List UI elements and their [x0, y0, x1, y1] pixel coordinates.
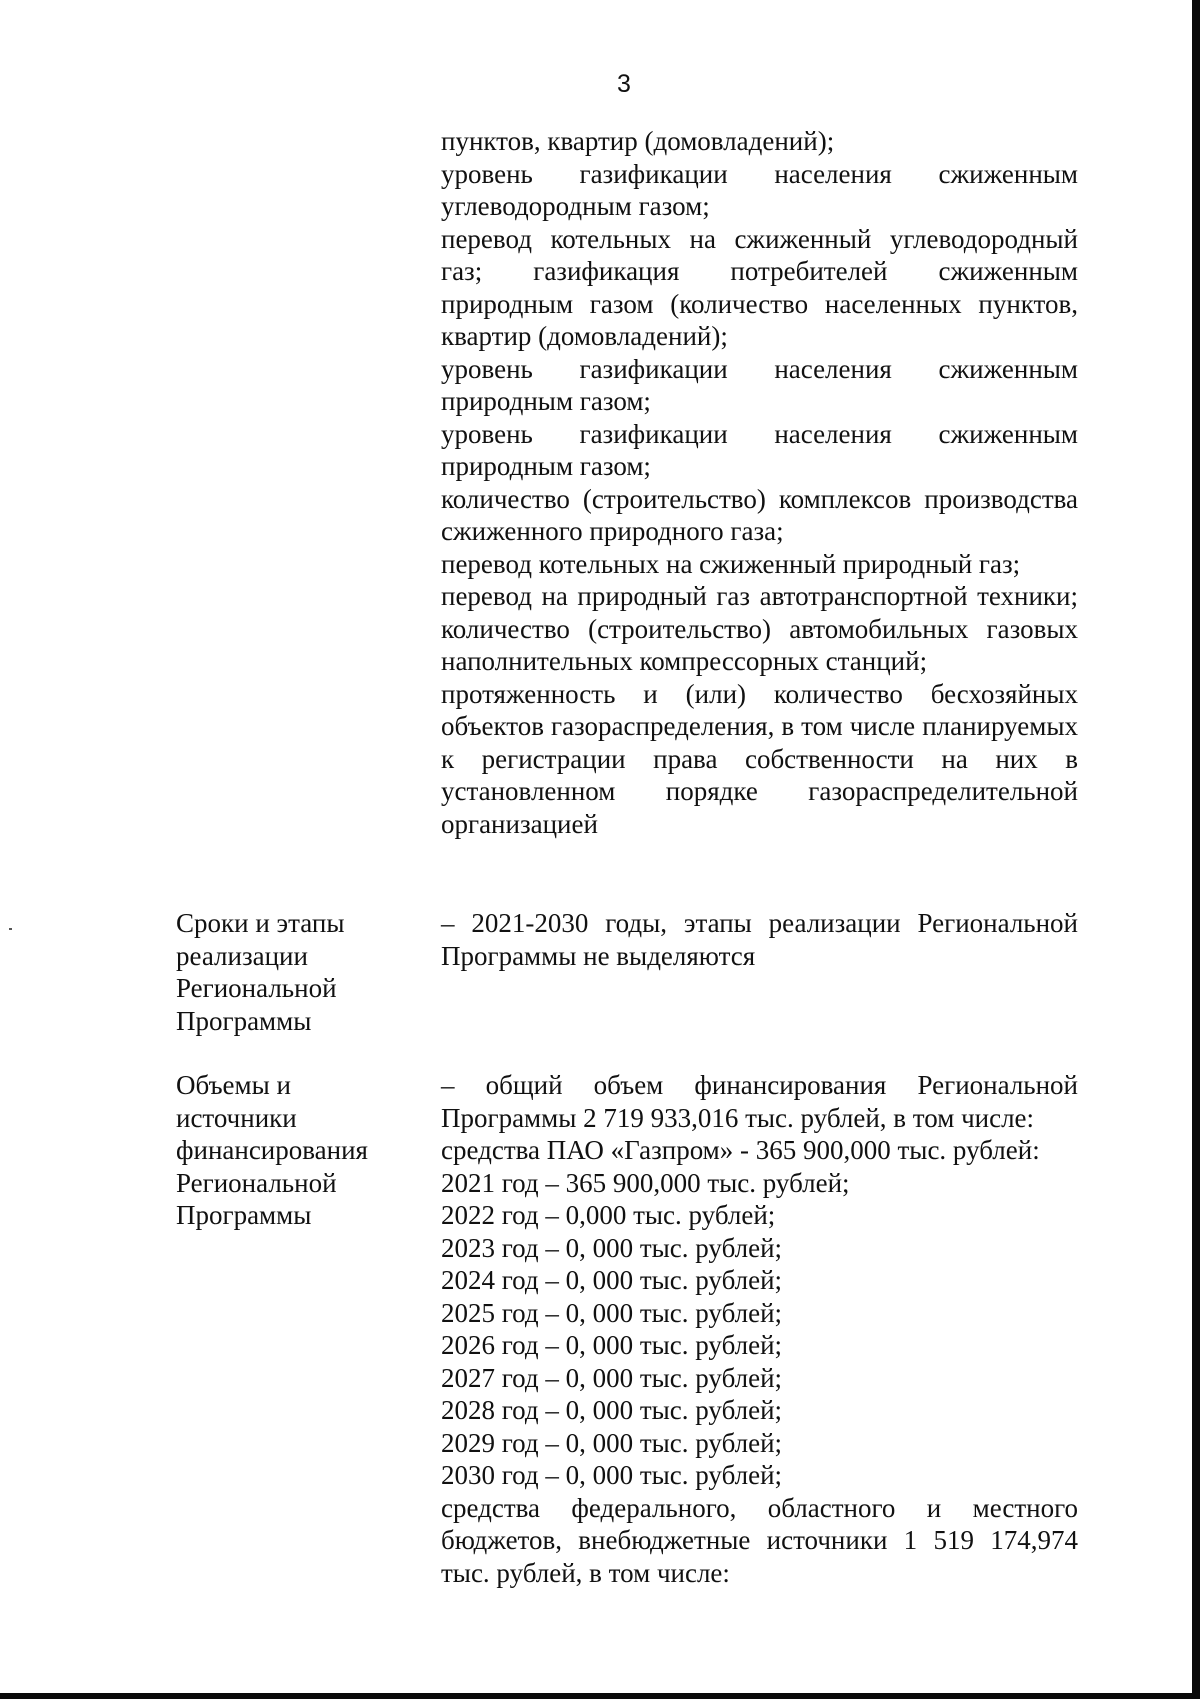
indicator-item: перевод котельных на сжиженный углеводородный газ; газификация потребителей сжиженным природным газом (количество населенных пунктов, квартир (домовладений);	[441, 223, 1078, 351]
funding-details	[441, 1069, 1078, 1589]
page-number: 3	[617, 70, 631, 98]
scan-border-bottom	[0, 1693, 1200, 1699]
funding-budgets: средства федерального, областного и местного бюджетов, внебюджетные источники 1 519 174,974 тыс. рублей, в том числе:	[441, 1492, 1078, 1588]
indicator-item: пунктов, квартир (домовладений);	[441, 126, 835, 156]
funding-year-row: 2024 год – 0, 000 тыс. рублей;	[441, 1265, 783, 1295]
indicators-list	[441, 125, 1078, 840]
terms-label: Сроки и этапы реализации Региональной Программы	[176, 908, 345, 1036]
funding-year-row: 2029 год – 0, 000 тыс. рублей;	[441, 1427, 783, 1458]
terms-value: – 2021-2030 годы, этапы реализации Региональной Программы не выделяются	[441, 908, 1078, 971]
funding-label: Объемы и источники финансирования Региональной Программы	[176, 1070, 368, 1230]
funding-total: – общий объем финансирования Региональной Программы 2 719 933,016 тыс. рублей, в том числе:	[441, 1070, 1078, 1133]
indicator-item: перевод котельных на сжиженный природный газ;	[441, 548, 1021, 579]
indicator-item: уровень газификации населения сжиженным природным газом;	[441, 418, 1078, 481]
scan-border-right	[1192, 0, 1200, 1699]
scan-speck	[9, 928, 12, 930]
funding-year-row: 2021 год – 365 900,000 тыс. рублей;	[441, 1167, 850, 1198]
funding-year-row: 2022 год – 0,000 тыс. рублей;	[441, 1200, 776, 1230]
funding-gazprom: средства ПАО «Газпром» - 365 900,000 тыс. рублей:	[441, 1135, 1040, 1165]
funding-year-row: 2025 год – 0, 000 тыс. рублей;	[441, 1297, 783, 1328]
indicator-item: уровень газификации населения сжиженным углеводородным газом;	[441, 158, 1078, 221]
funding-year-row: 2030 год – 0, 000 тыс. рублей;	[441, 1460, 783, 1490]
funding-year-row: 2028 год – 0, 000 тыс. рублей;	[441, 1395, 783, 1425]
funding-year-row: 2027 год – 0, 000 тыс. рублей;	[441, 1362, 783, 1393]
funding-year-row: 2026 год – 0, 000 тыс. рублей;	[441, 1330, 783, 1360]
indicator-item: уровень газификации населения сжиженным природным газом;	[441, 353, 1078, 416]
indicator-item: количество (строительство) комплексов производства сжиженного природного газа;	[441, 483, 1078, 546]
funding-years-list	[441, 1167, 1078, 1492]
indicator-item: перевод на природный газ автотранспортной техники; количество (строительство) автомобильных газовых наполнительных компрессорных станций;	[441, 581, 1078, 676]
funding-year-row: 2023 год – 0, 000 тыс. рублей;	[441, 1232, 783, 1263]
indicator-item: протяженность и (или) количество бесхозяйных объектов газораспределения, в том числе планируемых к регистрации права собственности на них в установленном порядке газораспределительной организацией	[441, 678, 1078, 839]
